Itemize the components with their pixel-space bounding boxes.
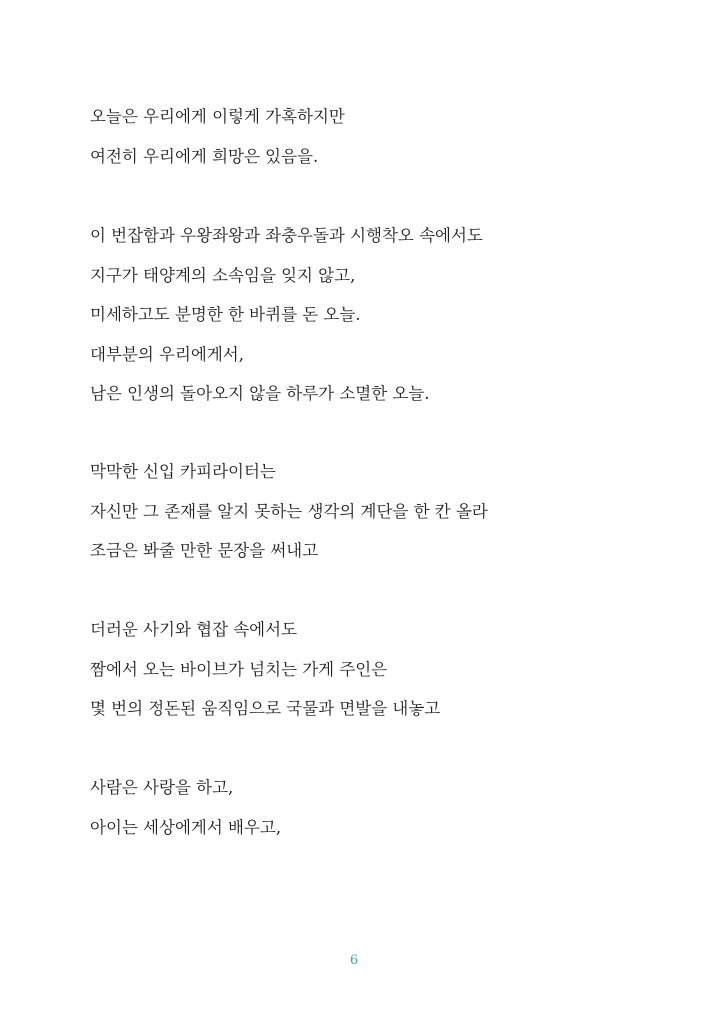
poem-line: 미세하고도 분명한 한 바퀴를 돈 오늘. <box>90 305 361 324</box>
poem-line: 짬에서 오는 바이브가 넘치는 가게 주인은 <box>90 659 388 679</box>
poem-line: 막막한 신입 카피라이터는 <box>90 462 276 481</box>
poem-line: 몇 번의 정돈된 움직임으로 국물과 면발을 내놓고 <box>90 699 441 718</box>
poem-line: 아이는 세상에게서 배우고, <box>90 817 282 837</box>
poem-line: 지구가 태양계의 소속임을 잊지 않고, <box>90 265 356 285</box>
poem-line: 오늘은 우리에게 이렇게 가혹하지만 <box>90 107 345 126</box>
poem-line: 사람은 사랑을 하고, <box>90 778 234 797</box>
stanza-4 <box>90 610 440 729</box>
stanza-1 <box>90 97 345 176</box>
stanza-3 <box>90 452 488 571</box>
poem-line: 대부분의 우리에게서, <box>90 344 244 364</box>
stanza-2 <box>90 216 483 414</box>
poem-line: 자신만 그 존재를 알지 못하는 생각의 계단을 한 칸 올라 <box>90 501 488 521</box>
poem-line: 남은 인생의 돌아오지 않을 하루가 소멸한 오늘. <box>90 384 430 403</box>
stanza-5 <box>90 768 281 847</box>
poem-line: 조금은 봐줄 만한 문장을 써내고 <box>90 541 319 560</box>
poem-line: 이 번잡함과 우왕좌왕과 좌충우돌과 시행착오 속에서도 <box>90 226 483 245</box>
page-number: 6 <box>349 953 359 968</box>
poem-line: 더러운 사기와 협잡 속에서도 <box>90 620 298 639</box>
poem-line: 여전히 우리에게 희망은 있음을. <box>90 146 319 166</box>
